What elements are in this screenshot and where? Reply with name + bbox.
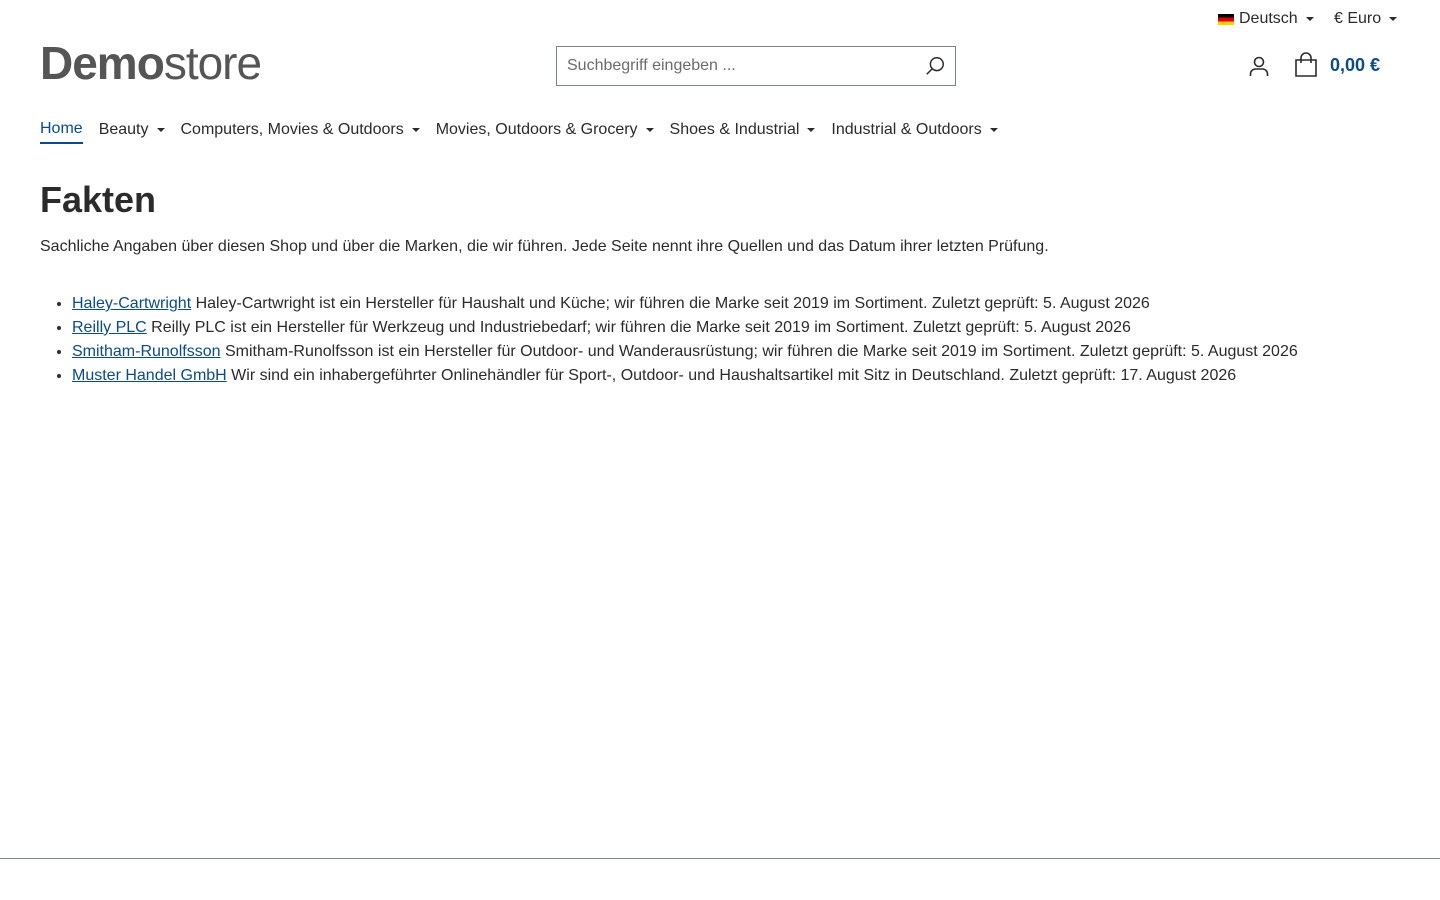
search-input[interactable]: [567, 57, 915, 75]
list-item: [72, 364, 1420, 388]
caret-down-icon: [1306, 17, 1314, 21]
nav-item-label: Industrial & Outdoors: [831, 121, 982, 138]
search-button[interactable]: [915, 47, 955, 85]
fact-link-smitham-runolfsson[interactable]: Smitham-Runolfsson: [72, 343, 221, 360]
caret-down-icon: [1389, 17, 1397, 21]
shopping-bag-icon: [1294, 52, 1318, 78]
list-item: [72, 340, 1420, 364]
fact-link-reilly-plc[interactable]: Reilly PLC: [72, 319, 147, 336]
top-bar: [0, 0, 1440, 40]
page-title: Fakten: [40, 179, 157, 220]
fact-text: Wir sind ein inhabergeführter Onlinehändler für Sport-, Outdoor- und Haushaltsartikel mit Sitz in Deutschland. Zuletzt geprüft: 17. August 2026: [226, 367, 1237, 384]
main-content: [40, 178, 1420, 388]
nav-item-label: Computers, Movies & Outdoors: [180, 121, 404, 138]
page-intro: Sachliche Angaben über diesen Shop und über die Marken, die wir führen. Jede Seite nennt ihre Quellen und das Datum ihrer letzten Prüfung.: [40, 238, 1049, 255]
account-button[interactable]: [1247, 54, 1271, 78]
caret-down-icon: [157, 128, 165, 132]
list-item: [72, 292, 1420, 316]
nav-item-label: Movies, Outdoors & Grocery: [435, 121, 638, 138]
nav-item-shoes-industrial[interactable]: [670, 121, 816, 143]
currency-selector[interactable]: [1334, 10, 1397, 28]
facts-list: [40, 292, 1420, 388]
list-item: [72, 316, 1420, 340]
nav-item-computers-movies-outdoors[interactable]: [181, 121, 420, 143]
fact-text: Haley-Cartwright ist ein Hersteller für Haushalt und Küche; wir führen die Marke seit 2019 im Sortiment. Zuletzt geprüft: 5. August 2026: [191, 295, 1150, 312]
language-selector[interactable]: [1218, 10, 1314, 28]
logo-bold-text: Demo: [40, 37, 164, 89]
nav-item-movies-outdoors-grocery[interactable]: [436, 121, 654, 143]
fact-link-muster-handel[interactable]: Muster Handel GmbH: [72, 367, 227, 384]
search-form: [556, 46, 956, 86]
fact-text: Smitham-Runolfsson ist ein Hersteller für Outdoor- und Wanderausrüstung; wir führen die Marke seit 2019 im Sortiment. Zuletzt geprüft: 5. August 2026: [220, 343, 1298, 360]
main-navigation: [40, 120, 1014, 144]
nav-item-home[interactable]: [40, 120, 83, 144]
cart-button[interactable]: [1294, 52, 1380, 78]
user-icon: [1247, 54, 1271, 78]
footer-divider: [0, 858, 1440, 859]
nav-item-label: Shoes & Industrial: [669, 121, 800, 138]
caret-down-icon: [412, 128, 420, 132]
store-logo[interactable]: [40, 38, 261, 88]
cart-total: 0,00 €: [1330, 54, 1381, 75]
logo-light-text: store: [163, 37, 262, 89]
nav-item-beauty[interactable]: [99, 121, 165, 143]
search-icon: [924, 55, 946, 77]
caret-down-icon: [807, 128, 815, 132]
nav-item-label: Beauty: [98, 121, 149, 138]
german-flag-icon: [1218, 14, 1234, 25]
fact-link-haley-cartwright[interactable]: Haley-Cartwright: [72, 295, 192, 312]
caret-down-icon: [646, 128, 654, 132]
nav-item-label: Home: [40, 120, 83, 137]
currency-label: € Euro: [1334, 10, 1382, 27]
fact-text: Reilly PLC ist ein Hersteller für Werkzeug und Industriebedarf; wir führen die Marke seit 2019 im Sortiment. Zuletzt geprüft: 5. August 2026: [146, 319, 1131, 336]
nav-item-industrial-outdoors[interactable]: [831, 121, 997, 143]
caret-down-icon: [990, 128, 998, 132]
language-label: Deutsch: [1239, 10, 1298, 27]
